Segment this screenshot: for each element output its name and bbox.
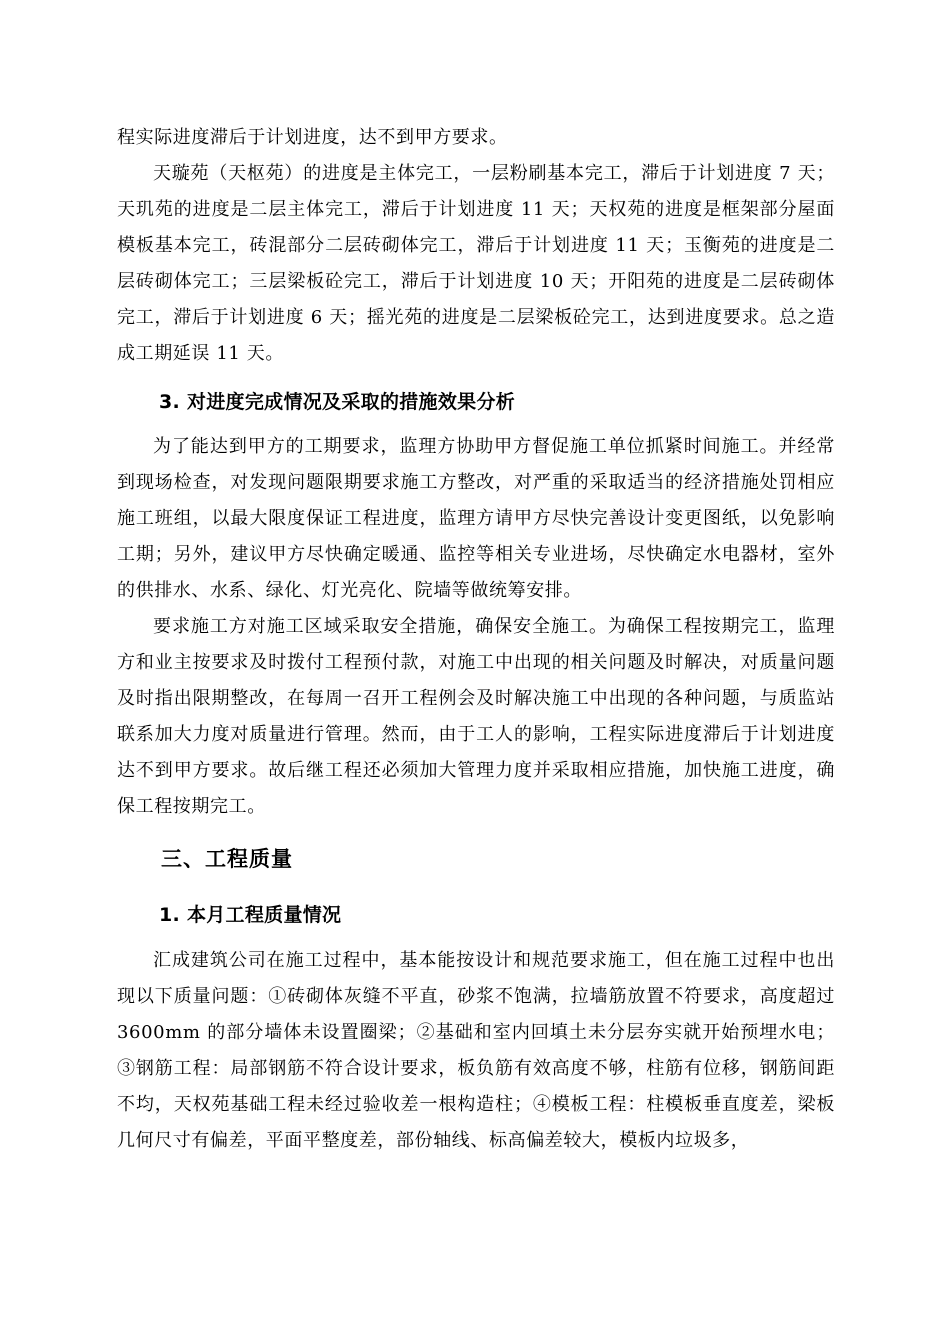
document-body xyxy=(117,120,835,1159)
paragraph-quality-issues: 汇成建筑公司在施工过程中，基本能按设计和规范要求施工，但在施工过程中也出现以下质量问题：①砖砌体灰缝不平直，砂浆不饱满，拉墙筋放置不符要求，高度超过 3600mm 的部分墙体未设置圈梁；②基础和室内回填土未分层夯实就开始预埋水电；③钢筋工程：局部钢筋不符合设计要求，板负筋有效高度不够，柱筋有位移，钢筋间距不均，天权苑基础工程未经过验收差一根构造柱；④模板工程：柱模板垂直度差，梁板几何尺寸有偏差，平面平整度差，部份轴线、标高偏差较大，模板内垃圾多， xyxy=(117,950,835,1151)
heading-progress-analysis: 3. 对进度完成情况及采取的措施效果分析 xyxy=(159,391,516,413)
paragraph-measures: 为了能达到甲方的工期要求，监理方协助甲方督促施工单位抓紧时间施工。并经常到现场检查，对发现问题限期要求施工方整改，对严重的采取适当的经济措施处罚相应施工班组，以最大限度保证工程进度，监理方请甲方尽快完善设计变更图纸，以免影响工期；另外，建议甲方尽快确定暖通、监控等相关专业进场，尽快确定水电器材，室外的供排水、水系、绿化、灯光亮化、院墙等做统筹安排。 xyxy=(117,436,835,601)
paragraph-continuation: 程实际进度滞后于计划进度，达不到甲方要求。 xyxy=(117,127,508,148)
section-title-quality: 三、工程质量 xyxy=(161,847,293,871)
heading-monthly-quality: 1. 本月工程质量情况 xyxy=(159,904,342,926)
paragraph-progress-status: 天璇苑（天枢苑）的进度是主体完工，一层粉刷基本完工，滞后于计划进度 7 天；天玑苑的进度是二层主体完工，滞后于计划进度 11 天；天权苑的进度是框架部分屋面模板基本完工，砖混部分二层砖砌体完工，滞后于计划进度 11 天；玉衡苑的进度是二层砖砌体完工；三层梁板砼完工，滞后于计划进度 10 天；开阳苑的进度是二层砖砌体完工，滞后于计划进度 6 天；摇光苑的进度是二层梁板砼完工，达到进度要求。总之造成工期延误 11 天。 xyxy=(117,163,835,364)
paragraph-safety-requirements: 要求施工方对施工区域采取安全措施，确保安全施工。为确保工程按期完工，监理方和业主按要求及时拨付工程预付款，对施工中出现的相关问题及时解决，对质量问题及时指出限期整改，在每周一召开工程例会及时解决施工中出现的各种问题，与质监站联系加大力度对质量进行管理。然而，由于工人的影响，工程实际进度滞后于计划进度达不到甲方要求。故后继工程还必须加大管理力度并采取相应措施，加快施工进度，确保工程按期完工。 xyxy=(117,616,835,817)
